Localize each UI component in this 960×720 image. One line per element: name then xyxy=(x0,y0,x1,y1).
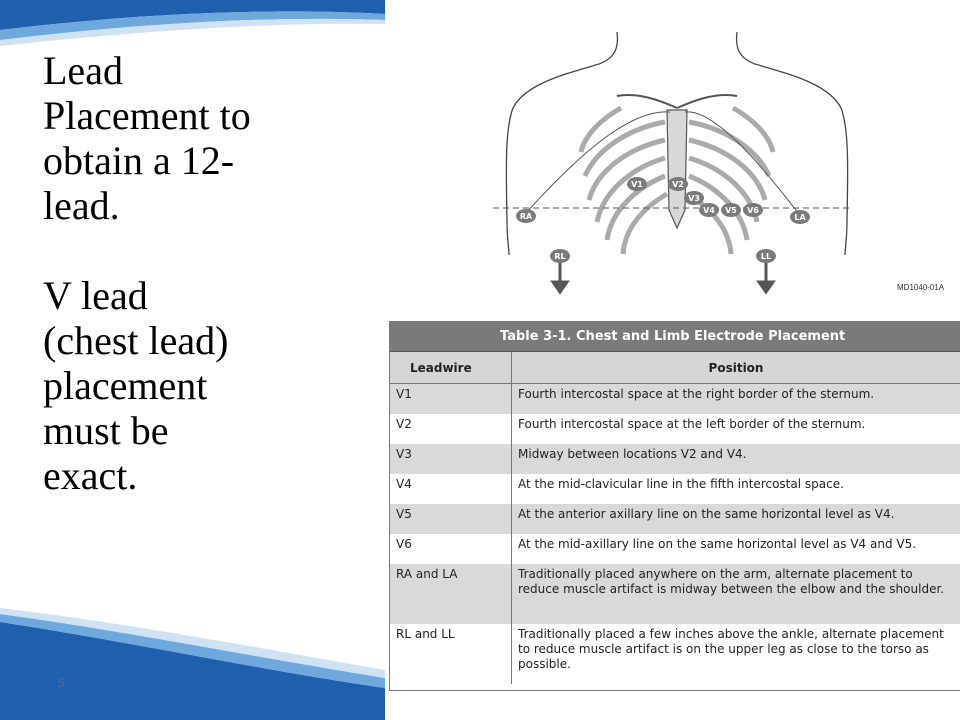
slide-line: exact. xyxy=(43,453,138,498)
leg-arrows xyxy=(553,262,773,292)
electrode-label: V6 xyxy=(747,206,759,215)
header-leadwire: Leadwire xyxy=(390,352,512,384)
electrode-rl xyxy=(550,249,570,263)
table-row xyxy=(390,504,960,534)
figure-code: MD1040-01A xyxy=(897,283,945,292)
electrode-label: LL xyxy=(760,252,772,261)
page-number: 5 xyxy=(58,676,65,690)
electrode-label: V1 xyxy=(631,180,643,189)
electrode-label: V3 xyxy=(688,194,700,203)
table-row xyxy=(390,474,960,504)
leadwire-cell: V4 xyxy=(390,474,512,504)
position-cell: Traditionally placed anywhere on the arm, alternate placement to reduce muscle artifact is midway between the elbow and the shoulder. xyxy=(512,564,960,624)
slide-line: placement xyxy=(43,363,208,408)
electrode-markers xyxy=(516,177,810,263)
slide-line: V lead xyxy=(43,273,148,318)
slide-line: (chest lead) xyxy=(43,318,229,363)
table-row xyxy=(390,534,960,564)
table-row xyxy=(390,384,960,414)
electrode-label: RA xyxy=(519,212,533,221)
electrode-label: V4 xyxy=(703,206,715,215)
electrode-label: V2 xyxy=(672,180,684,189)
table-header-row xyxy=(390,352,960,384)
leadwire-cell: V5 xyxy=(390,504,512,534)
table-row xyxy=(390,624,960,684)
electrode-ra xyxy=(516,209,536,223)
placement-table-grid xyxy=(390,352,960,684)
leadwire-cell: V3 xyxy=(390,444,512,474)
bottom-swoosh-decoration xyxy=(0,600,385,720)
leadwire-cell: V2 xyxy=(390,414,512,444)
leadwire-cell: RL and LL xyxy=(390,624,512,684)
header-position: Position xyxy=(512,352,960,384)
position-cell: At the anterior axillary line on the same horizontal level as V4. xyxy=(512,504,960,534)
table-title: Table 3-1. Chest and Limb Electrode Placement xyxy=(390,322,960,352)
position-cell: At the mid-axillary line on the same horizontal level as V4 and V5. xyxy=(518,536,917,551)
electrode-v1 xyxy=(627,177,647,191)
position-cell: Fourth intercostal space at the right border of the sternum. xyxy=(512,384,960,414)
sternum xyxy=(667,110,687,228)
electrode-v6 xyxy=(743,203,763,217)
slide-line: must be xyxy=(43,408,169,453)
slide-line: obtain a 12- xyxy=(43,138,235,183)
electrode-ll xyxy=(756,249,776,263)
position-cell: At the mid-clavicular line in the fifth intercostal space. xyxy=(518,476,844,491)
leadwire-cell: V6 xyxy=(390,534,512,564)
electrode-placement-table xyxy=(389,321,960,691)
electrode-v5 xyxy=(721,203,741,217)
electrode-label: V5 xyxy=(725,206,737,215)
position-cell: Fourth intercostal space at the left border of the sternum. xyxy=(518,416,866,431)
leadwire-cell: V1 xyxy=(390,384,512,414)
table-row xyxy=(390,564,960,624)
electrode-v4 xyxy=(699,203,719,217)
slide-line: lead. xyxy=(43,183,120,228)
table-row xyxy=(390,414,960,444)
chest-electrode-diagram xyxy=(385,0,960,310)
table-row xyxy=(390,444,960,474)
slide-line: Lead xyxy=(43,48,123,93)
electrode-label: RL xyxy=(554,252,566,261)
position-cell: Traditionally placed a few inches above the ankle, alternate placement to reduce muscle artifact is on the upper leg as close to the torso as possible. xyxy=(518,626,944,671)
position-cell: Midway between locations V2 and V4. xyxy=(512,444,960,474)
electrode-v3 xyxy=(684,191,704,205)
slide-text-panel xyxy=(0,0,385,720)
slide-line: Placement to xyxy=(43,93,251,138)
electrode-la xyxy=(790,210,810,224)
electrode-v2 xyxy=(668,177,688,191)
reference-image-panel xyxy=(385,0,960,720)
slide-body-text xyxy=(43,48,373,498)
leadwire-cell: RA and LA xyxy=(390,564,512,624)
electrode-label: LA xyxy=(794,213,806,222)
clavicles xyxy=(617,95,737,108)
